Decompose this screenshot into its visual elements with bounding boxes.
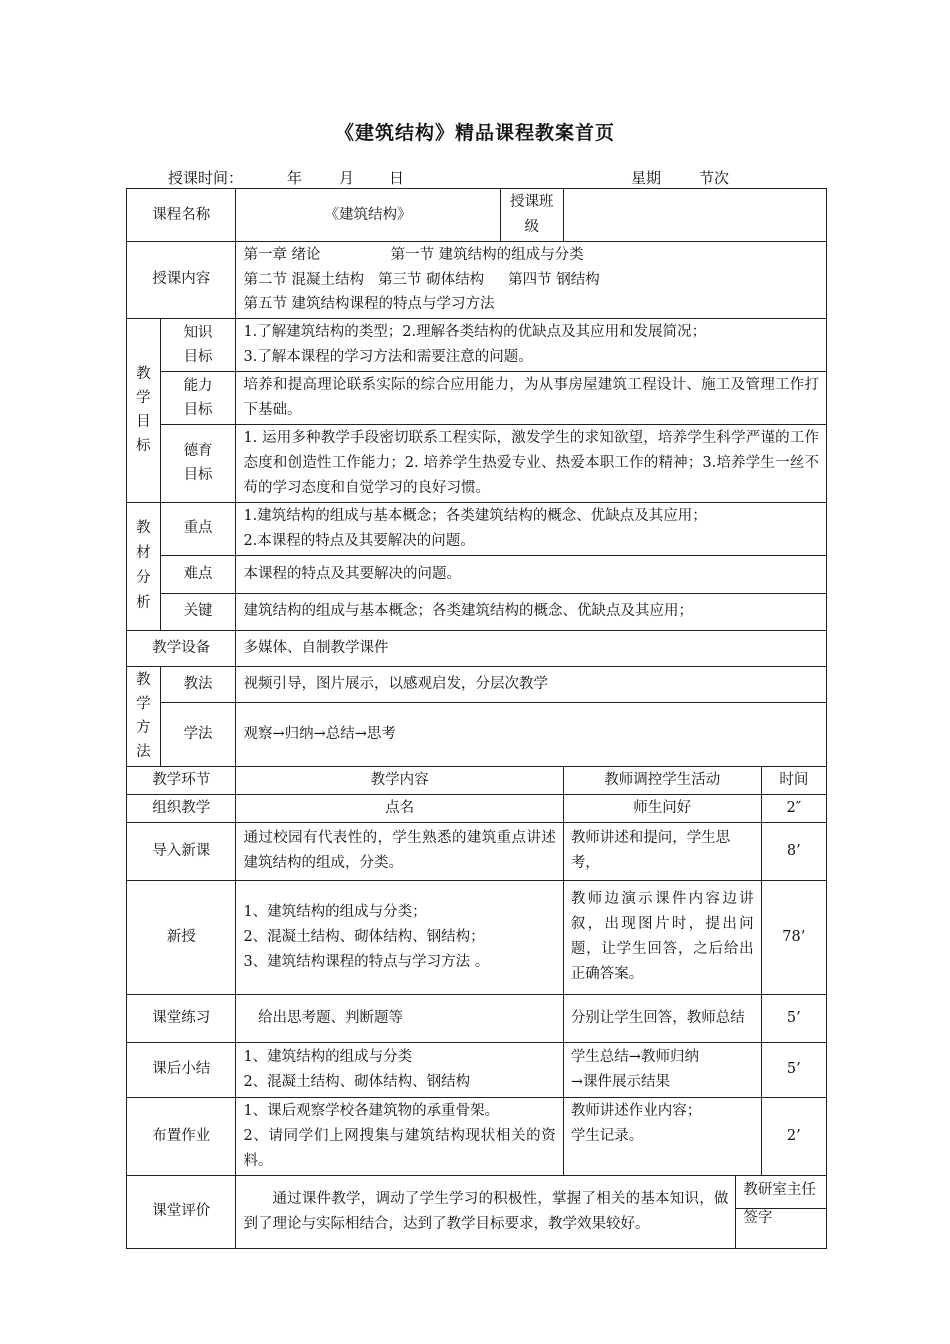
header-stage: 教学环节 bbox=[127, 766, 236, 794]
weekday-label: 星期 bbox=[631, 169, 662, 187]
crux-text: 建筑结构的组成与基本概念；各类建筑结构的概念、优缺点及其应用； bbox=[236, 593, 827, 630]
content-value bbox=[236, 242, 827, 319]
signature-cell bbox=[736, 1175, 827, 1248]
teaching-method-label: 教法 bbox=[160, 666, 236, 702]
activity-line: →课件展示结果 bbox=[570, 1073, 670, 1090]
methods-label: 教学方法 bbox=[127, 666, 161, 766]
table-row bbox=[127, 1042, 827, 1097]
content-line: 1、建筑结构的组成与分类 bbox=[243, 1048, 413, 1065]
time-cell: 5’ bbox=[761, 994, 826, 1042]
equipment-label: 教学设备 bbox=[127, 630, 236, 666]
activity-cell bbox=[563, 1097, 761, 1175]
table-row bbox=[127, 822, 827, 880]
knowledge-goal-label: 知识目标 bbox=[160, 318, 236, 371]
signature-label: 教研室主任签字 bbox=[736, 1176, 826, 1209]
key-point-line-2: 2.本课程的特点及其要解决的问题。 bbox=[243, 532, 475, 549]
chapter-one: 第一章 绪论 bbox=[243, 247, 321, 263]
lesson-plan-table bbox=[126, 188, 827, 1249]
section-three: 第三节 砌体结构 bbox=[378, 271, 485, 288]
table-row bbox=[127, 794, 827, 822]
content-line: 1、建筑结构的组成与分类； bbox=[243, 903, 427, 920]
content-line: 2、请同学们上网搜集与建筑结构现状相关的资料。 bbox=[243, 1127, 556, 1169]
content-line: 2、混凝土结构、砌体结构、钢结构； bbox=[243, 928, 485, 945]
course-name-value: 《建筑结构》 bbox=[236, 189, 500, 242]
time-cell: 5’ bbox=[761, 1042, 826, 1097]
day-label: 日 bbox=[389, 169, 405, 187]
activity-line: 教师讲述作业内容； bbox=[570, 1102, 702, 1119]
table-row bbox=[127, 994, 827, 1042]
learning-method-label: 学法 bbox=[160, 702, 236, 766]
month-label: 月 bbox=[339, 169, 355, 187]
table-row bbox=[127, 1097, 827, 1175]
content-line: 2、混凝土结构、砌体结构、钢结构 bbox=[243, 1073, 471, 1090]
section-two: 第二节 混凝土结构 bbox=[243, 271, 365, 288]
header-content: 教学内容 bbox=[236, 766, 563, 794]
activity-cell bbox=[563, 1042, 761, 1097]
ability-goal-text: 培养和提高理论联系实际的综合应用能力，为从事房屋建筑工程设计、施工及管理工作打下基础。 bbox=[236, 371, 827, 424]
class-value bbox=[563, 189, 826, 242]
crux-label: 关键 bbox=[160, 593, 236, 630]
ability-goal-label: 能力目标 bbox=[160, 371, 236, 424]
time-cell: 78’ bbox=[761, 880, 826, 994]
lesson-time-row bbox=[0, 163, 950, 189]
stage-cell: 课堂练习 bbox=[127, 994, 236, 1042]
key-point-line-1: 1.建筑结构的组成与基本概念；各类建筑结构的概念、优缺点及其应用； bbox=[243, 507, 707, 524]
content-line: 1、课后观察学校各建筑物的承重骨架。 bbox=[243, 1102, 500, 1119]
evaluation-text: 通过课件教学，调动了学生学习的积极性，掌握了相关的基本知识，做到了理论与实际相结合，达到了教学目标要求，教学效果较好。 bbox=[236, 1175, 736, 1248]
knowledge-goal-line-1: 1.了解建筑结构的类型；2.理解各类结构的优缺点及其应用和发展简况； bbox=[243, 323, 707, 340]
content-cell bbox=[236, 880, 563, 994]
key-point-text bbox=[236, 502, 827, 555]
stage-cell: 导入新课 bbox=[127, 822, 236, 880]
stage-cell: 布置作业 bbox=[127, 1097, 236, 1175]
evaluation-label: 课堂评价 bbox=[127, 1175, 236, 1248]
time-cell: 2″ bbox=[761, 794, 826, 822]
content-cell: 点名 bbox=[236, 794, 563, 822]
page-title: 《建筑结构》精品课程教案首页 bbox=[334, 122, 615, 144]
moral-goal-text: 1. 运用多种教学手段密切联系工程实际，激发学生的求知欲望，培养学生科学严谨的工作态度和创造性工作能力；2. 培养学生热爱专业、热爱本职工作的精神；3.培养学生一丝不苟的学习态度和自觉学习的良好习惯。 bbox=[236, 424, 827, 502]
difficulty-label: 难点 bbox=[160, 555, 236, 593]
learning-method-text: 观察→归纳→总结→思考 bbox=[236, 702, 827, 766]
activity-cell: 教师讲述和提问，学生思考， bbox=[563, 822, 761, 880]
analysis-label: 教材分析 bbox=[127, 502, 161, 630]
time-cell: 2’ bbox=[761, 1097, 826, 1175]
stage-cell: 课后小结 bbox=[127, 1042, 236, 1097]
goals-label: 教学目标 bbox=[127, 318, 161, 502]
table-row bbox=[127, 880, 827, 994]
content-cell: 给出思考题、判断题等 bbox=[236, 994, 563, 1042]
time-label: 授课时间： bbox=[168, 169, 244, 187]
knowledge-goal-text bbox=[236, 318, 827, 371]
period-label: 节次 bbox=[699, 169, 730, 187]
content-cell bbox=[236, 1097, 563, 1175]
activity-line: 学生总结→教师归纳 bbox=[570, 1048, 699, 1065]
stage-cell: 新授 bbox=[127, 880, 236, 994]
teaching-method-text: 视频引导，图片展示，以感观启发，分层次教学 bbox=[236, 666, 827, 702]
equipment-value: 多媒体、自制教学课件 bbox=[236, 630, 827, 666]
course-name-label: 课程名称 bbox=[127, 189, 236, 242]
activity-cell: 分别让学生回答，教师总结 bbox=[563, 994, 761, 1042]
content-line: 3、建筑结构课程的特点与学习方法 。 bbox=[243, 953, 490, 970]
content-cell: 通过校园有代表性的，学生熟悉的建筑重点讲述建筑结构的组成，分类。 bbox=[236, 822, 563, 880]
section-four: 第四节 钢结构 bbox=[508, 271, 600, 288]
moral-goal-label: 德育目标 bbox=[160, 424, 236, 502]
header-time: 时间 bbox=[761, 766, 826, 794]
section-one: 第一节 建筑结构的组成与分类 bbox=[390, 247, 584, 263]
section-five: 第五节 建筑结构课程的特点与学习方法 bbox=[243, 296, 495, 312]
activity-cell: 师生问好 bbox=[563, 794, 761, 822]
content-cell bbox=[236, 1042, 563, 1097]
year-label: 年 bbox=[287, 169, 303, 187]
content-label: 授课内容 bbox=[127, 242, 236, 319]
activity-line: 学生记录。 bbox=[570, 1127, 644, 1144]
key-point-label: 重点 bbox=[160, 502, 236, 555]
stage-cell: 组织教学 bbox=[127, 794, 236, 822]
class-label: 授课班级 bbox=[500, 189, 563, 242]
activity-cell: 教师边演示课件内容边讲叙，出现图片时，提出问题，让学生回答，之后给出正确答案。 bbox=[563, 880, 761, 994]
time-cell: 8’ bbox=[761, 822, 826, 880]
knowledge-goal-line-2: 3.了解本课程的学习方法和需要注意的问题。 bbox=[243, 348, 533, 365]
difficulty-text: 本课程的特点及其要解决的问题。 bbox=[236, 555, 827, 593]
header-activity: 教师调控学生活动 bbox=[563, 766, 761, 794]
